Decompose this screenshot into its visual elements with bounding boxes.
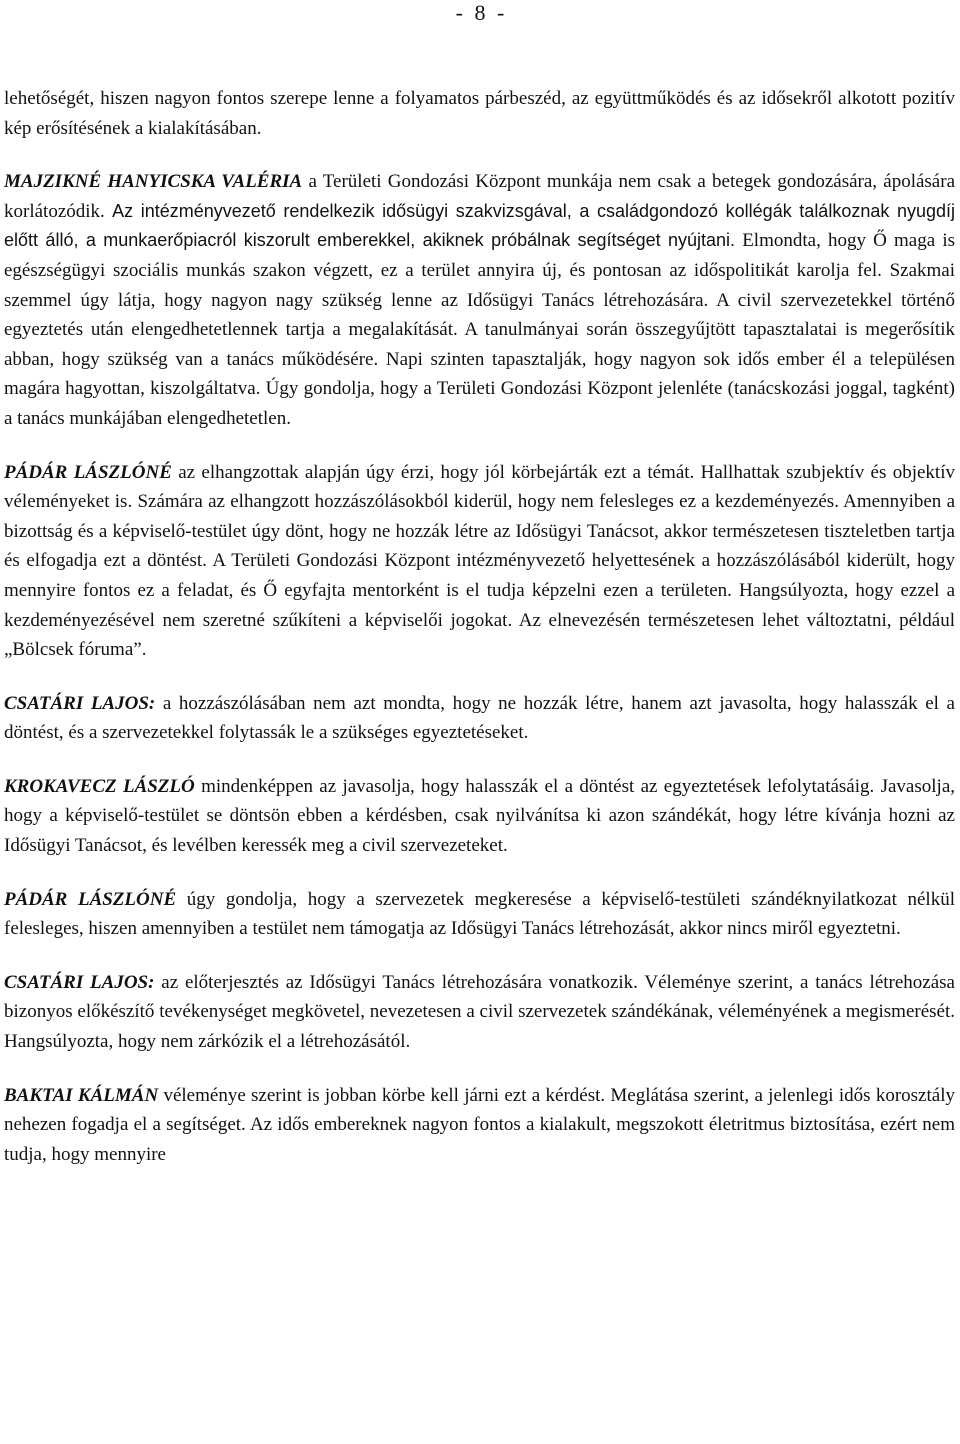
paragraph (4, 167, 955, 433)
paragraph-text: Elmondta, hogy Ő maga is egészségügyi szociális munkás szakon végzett, ez a terület annyira új, és pontosan az időspolitikát karolja fel. Szakmai szemmel úgy látja, hogy nagyon nagy szükség lenne az Idősügyi Tanács létrehozására. A civil szervezetekkel történő egyeztetés után elengedhetetlennek tartja a megalakítását. A tanulmányai során összegyűjtött tapasztalatai is megerősítik abban, hogy szükség van a tanács működésére. Napi szinten tapasztalják, hogy nagyon sok idős ember él a településen magára hagyottan, kiszolgáltatva. Úgy gondolja, hogy a Területi Gondozási Központ jelenléte (tanácskozási joggal, tagként) a tanács munkájában elengedhetetlen. (4, 230, 955, 429)
paragraph (4, 885, 955, 944)
paragraph-text: Az intézményvezető rendelkezik idősügyi szakvizsgával, a családgondozó kollégák találkoznak nyugdíj előtt álló, a munkaerőpiacról kiszorult emberekkel, akiknek próbálnak segítséget nyújtani. (4, 200, 955, 251)
speaker-name: CSATÁRI LAJOS: (4, 692, 156, 714)
paragraph-text: a Területi Gondozási Központ munkája nem csak a betegek gondozására, ápolására korlátozódik. (4, 171, 955, 222)
speaker-name: CSATÁRI LAJOS: (4, 971, 155, 993)
paragraph (4, 689, 955, 748)
paragraph (4, 84, 955, 143)
page-number: - 8 - (455, 0, 505, 25)
paragraph-text: úgy gondolja, hogy a szervezetek megkeresése a képviselő-testületi szándéknyilatkozat nélkül felesleges, hiszen amennyiben a testület nem támogatja az Idősügyi Tanács létrehozását, akkor nincs miről egyeztetni. (4, 888, 955, 940)
speaker-name: KROKAVECZ LÁSZLÓ (4, 775, 195, 797)
speaker-name: PÁDÁR LÁSZLÓNÉ (4, 461, 172, 483)
speaker-name: BAKTAI KÁLMÁN (4, 1084, 159, 1106)
paragraph (4, 1081, 955, 1170)
paragraph-text: a hozzászólásában nem azt mondta, hogy ne hozzák létre, hanem azt javasolta, hogy halasszák el a döntést, és a szervezetekkel folytassák le a szükséges egyeztetéseket. (4, 692, 955, 744)
speaker-name: PÁDÁR LÁSZLÓNÉ (4, 888, 177, 910)
paragraph-text: az elhangzottak alapján úgy érzi, hogy jól körbejárták ezt a témát. Hallhattak szubjektív és objektív véleményeket is. Számára az elhangzott hozzászólásokból kiderül, hogy nem felesleges ez a kezdeményezés. Amennyiben a bizottság és a képviselő-testület úgy dönt, hogy ne hozzák létre az Idősügyi Tanácsot, akkor természetesen tiszteletben tartja és elfogadja ezt a döntést. A Területi Gondozási Központ intézményvezető helyettesének a hozzászólásából kiderült, hogy mennyire fontos ez a feladat, és Ő egyfajta mentorként is el tudja képzelni ezen a területen. Hangsúlyozta, hogy ezzel a kezdeményezésével nem szeretné szűkíteni a képviselői jogokat. Az elnevezésén természetesen lehet változtatni, például „Bölcsek fóruma”. (4, 461, 955, 661)
speaker-name: MAJZIKNÉ HANYICSKA VALÉRIA (4, 171, 303, 193)
paragraph-text: mindenképpen az javasolja, hogy halasszák el a döntést az egyeztetések lefolytatásáig. Javasolja, hogy a képviselő-testület se döntsön ebben a kérdésben, csak nyilvánítsa ki azon szándékát, hogy létre kívánja hozni az Idősügyi Tanácsot, és levélben keressék meg a civil szervezeteket. (4, 775, 956, 857)
paragraph (4, 458, 955, 665)
paragraph-text: véleménye szerint is jobban körbe kell járni ezt a kérdést. Meglátása szerint, a jelenlegi idős korosztály nehezen fogadja el a segítséget. Az idős embereknek nagyon fontos a kialakult, megszokott életritmus biztosítása, ezért nem tudja, hogy mennyire (4, 1084, 955, 1165)
paragraph (4, 772, 955, 861)
paragraph (4, 968, 955, 1057)
paragraph-text: az előterjesztés az Idősügyi Tanács létrehozására vonatkozik. Véleménye szerint, a tanács létrehozása bizonyos előkészítő tevékenységet megkövetel, nevezetesen a civil szervezetek szándékának, véleményének a megismerését. Hangsúlyozta, hogy nem zárkózik el a létrehozásától. (4, 971, 955, 1053)
paragraph-text: lehetőségét, hiszen nagyon fontos szerepe lenne a folyamatos párbeszéd, az együttműködés és az idősekről alkotott pozitív kép erősítésének a kialakításában. (4, 88, 955, 139)
document-body (4, 84, 955, 1193)
